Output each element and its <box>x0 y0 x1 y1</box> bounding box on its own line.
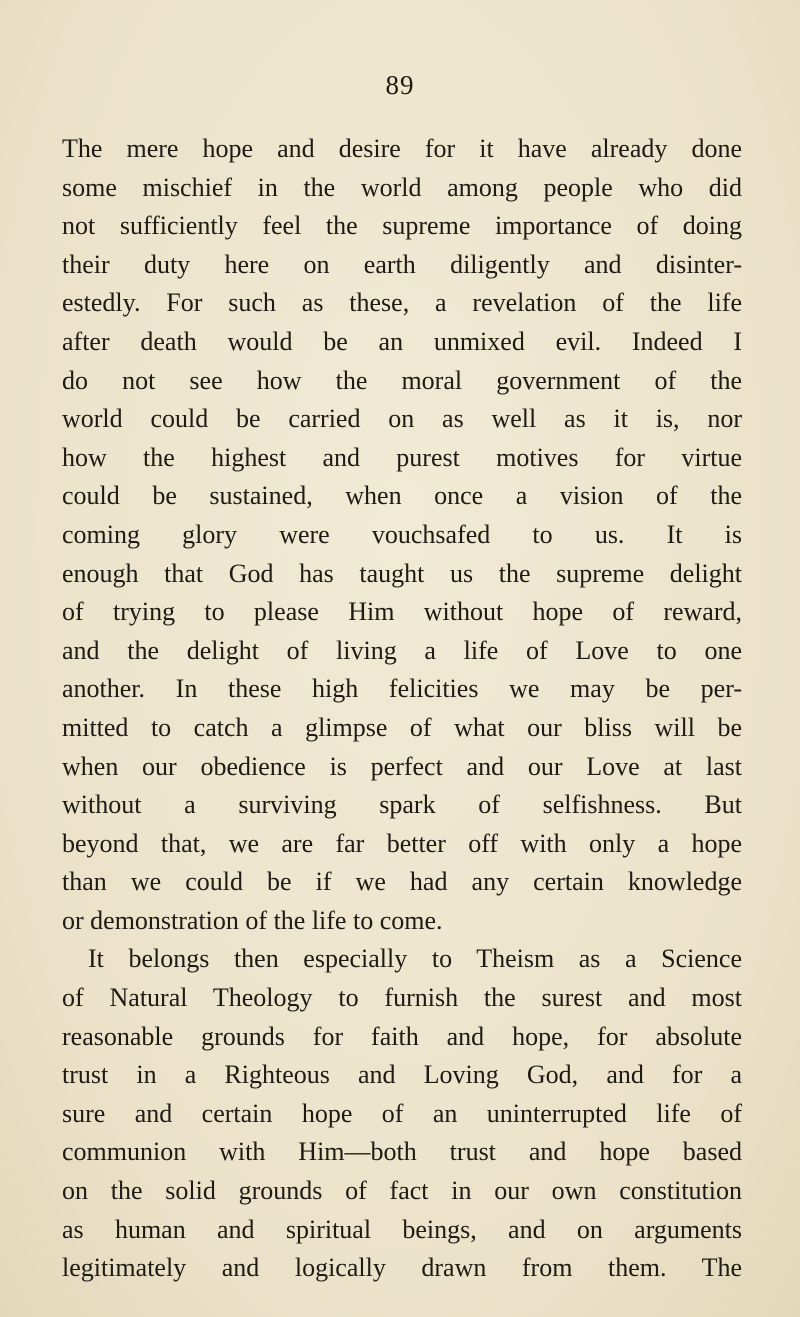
text-line: reasonable grounds for faith and hope, for absolute <box>62 1021 742 1051</box>
text-line: sure and certain hope of an uninterrupted life of <box>62 1098 742 1128</box>
text-line: estedly. For such as these, a revelation of the life <box>62 288 742 318</box>
text-line: when our obedience is perfect and our Love at last <box>62 751 742 781</box>
text-line: communion with Him—both trust and hope based <box>62 1137 742 1167</box>
text-line: how the highest and purest motives for virtue <box>62 442 742 472</box>
text-line: not sufficiently feel the supreme importance of doing <box>62 211 742 241</box>
body-text <box>62 130 742 1288</box>
text-line: enough that God has taught us the supreme delight <box>62 558 742 588</box>
text-line: coming glory were vouchsafed to us. It is <box>62 519 742 549</box>
text-line: beyond that, we are far better off with only a hope <box>62 828 742 858</box>
text-line: after death would be an unmixed evil. Indeed I <box>62 326 742 356</box>
text-line: on the solid grounds of fact in our own constitution <box>62 1176 742 1206</box>
text-line: some mischief in the world among people who did <box>62 172 742 202</box>
text-line: do not see how the moral government of the <box>62 365 742 395</box>
text-line: without a surviving spark of selfishness. But <box>62 790 742 820</box>
text-line: world could be carried on as well as it is, nor <box>62 404 742 434</box>
text-line: as human and spiritual beings, and on arguments <box>62 1214 742 1244</box>
text-line: or demonstration of the life to come. <box>62 905 443 935</box>
text-line: their duty here on earth diligently and disinter- <box>62 249 742 279</box>
text-line: trust in a Righteous and Loving God, and for a <box>62 1060 742 1090</box>
text-line: mitted to catch a glimpse of what our bliss will be <box>62 712 742 742</box>
text-line: than we could be if we had any certain knowledge <box>62 867 742 897</box>
page-number: 89 <box>385 70 415 100</box>
text-line: could be sustained, when once a vision of the <box>62 481 742 511</box>
text-line: another. In these high felicities we may be per- <box>62 674 742 704</box>
text-line: It belongs then especially to Theism as a Science <box>88 944 742 974</box>
text-line: and the delight of living a life of Love to one <box>62 635 742 665</box>
text-line: of Natural Theology to furnish the surest and most <box>62 983 742 1013</box>
text-line: of trying to please Him without hope of reward, <box>62 597 742 627</box>
text-line: legitimately and logically drawn from them. The <box>62 1253 742 1283</box>
text-line: The mere hope and desire for it have already done <box>62 134 742 163</box>
